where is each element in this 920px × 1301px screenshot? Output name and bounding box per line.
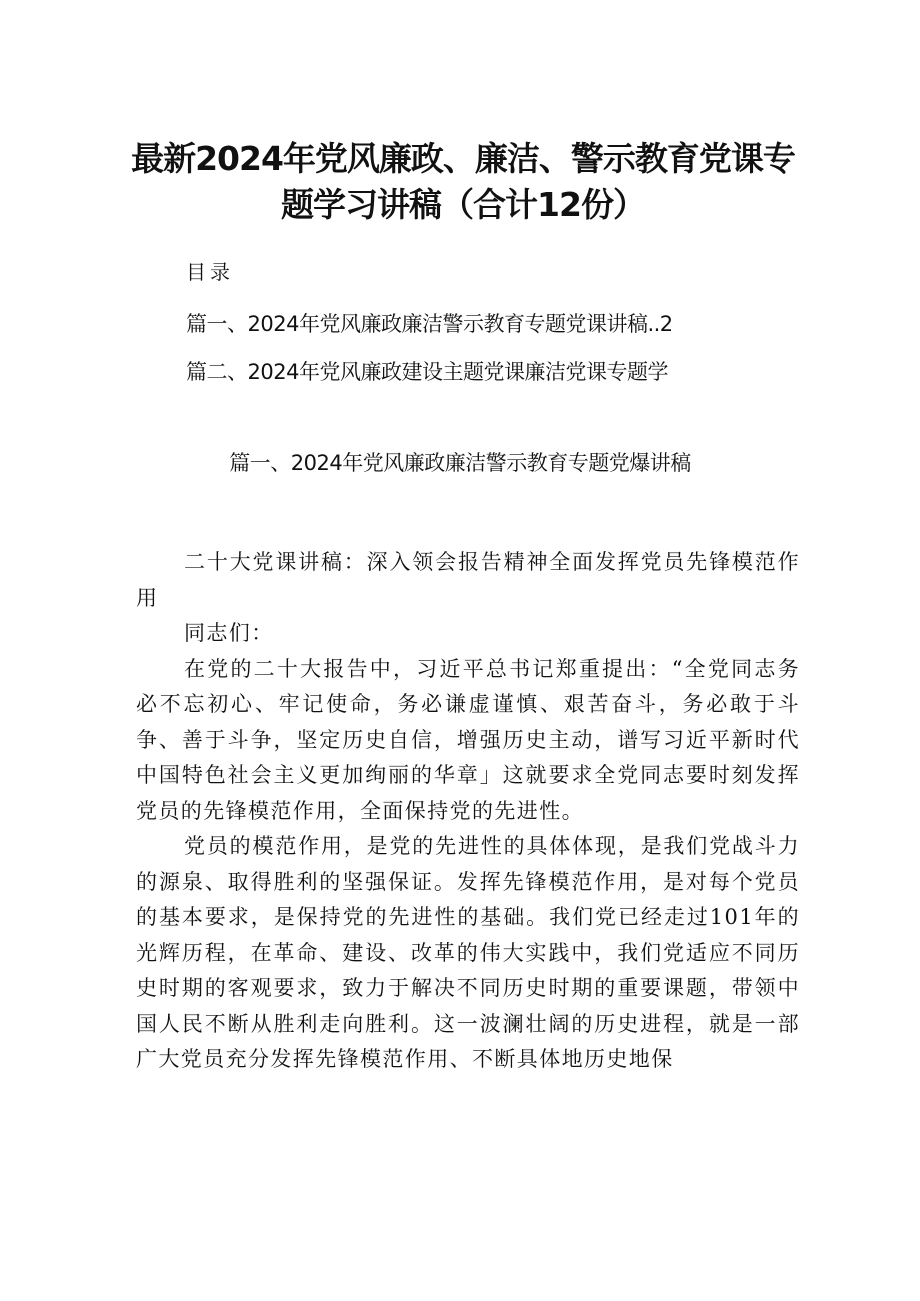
body-text bbox=[136, 545, 800, 1078]
toc-item-1[interactable]: 篇一、2024年党风廉政廉洁警示教育专题党课讲稿..2 bbox=[186, 312, 673, 336]
title-line-1: 最新2024年党风廉政、廉洁、警示教育党课专 bbox=[131, 139, 795, 178]
paragraph-lecture-title: 二十大党课讲稿：深入领会报告精神全面发挥党员先锋模范作用 bbox=[136, 550, 800, 610]
toc-heading: 目录 bbox=[186, 260, 234, 284]
paragraph-2: 党员的模范作用，是党的先进性的具体体现，是我们党战斗力的源泉、取得胜利的坚强保证。发挥先锋模范作用，是对每个党员的基本要求，是保持党的先进性的基础。我们党已经走过101年的光辉历程，在革命、建设、改革的伟大实践中，我们党适应不同历史时期的客观要求，致力于解决不同历史时期的重要课题，带领中国人民不断从胜利走向胜利。这一波澜壮阔的历史进程，就是一部广大党员充分发挥先锋模范作用、不断具体地历史地保 bbox=[136, 834, 800, 1071]
title-line-2: 题学习讲稿（合计12份） bbox=[281, 185, 645, 224]
document-title bbox=[118, 136, 808, 228]
toc-item-2[interactable]: 篇二、2024年党风廉政建设主题党课廉洁党课专题学 bbox=[186, 360, 668, 384]
paragraph-1: 在党的二十大报告中，习近平总书记郑重提出：“全党同志务必不忘初心、牢记使命，务必谦虚谨慎、艰苦奋斗，务必敢于斗争、善于斗争，坚定历史自信，增强历史主动，谱写习近平新时代中国特色社会主义更加绚丽的华章」这就要求全党同志要时刻发挥党员的先锋模范作用，全面保持党的先进性。 bbox=[136, 656, 800, 823]
section-heading: 篇一、2024年党风廉政廉洁警示教育专题党爆讲稿 bbox=[229, 451, 691, 475]
paragraph-salutation: 同志们： bbox=[184, 621, 274, 645]
